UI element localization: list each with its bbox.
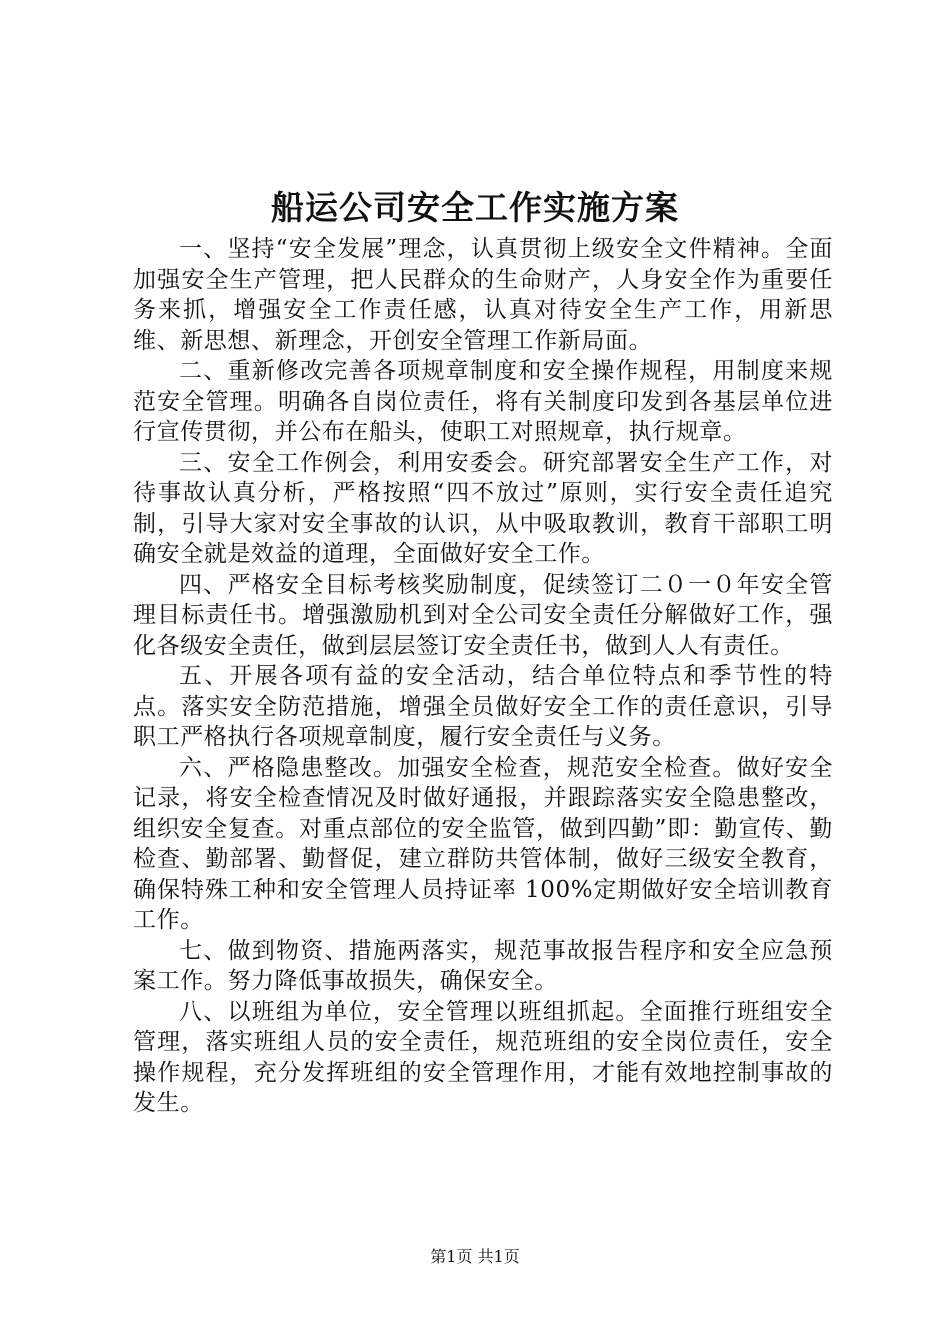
paragraph-2: 二、重新修改完善各项规章制度和安全操作规程，用制度来规范安全管理。明确各自岗位责任，将有关制度印发到各基层单位进行宣传贯彻，并公布在船头，使职工对照规章，执行规章。 (133, 358, 833, 445)
paragraph-3: 三、安全工作例会，利用安委会。研究部署安全生产工作，对待事故认真分析，严格按照“四不放过”原则，实行安全责任追究制，引导大家对安全事故的认识，从中吸取教训，教育干部职工明确安全就是效益的道理，全面做好安全工作。 (133, 449, 833, 567)
page-footer: 第1页 共1页 (430, 1247, 520, 1266)
paragraph-1: 一、坚持“安全发展”理念，认真贯彻上级安全文件精神。全面加强安全生产管理，把人民群众的生命财产，人身安全作为重要任务来抓，增强安全工作责任感，认真对待安全生产工作，用新思维、新思想、新理念，开创安全管理工作新局面。 (133, 236, 833, 354)
paragraph-7: 七、做到物资、措施两落实，规范事故报告程序和安全应急预案工作。努力降低事故损失，确保安全。 (133, 937, 833, 994)
paragraph-5: 五、开展各项有益的安全活动，结合单位特点和季节性的特点。落实安全防范措施，增强全员做好安全工作的责任意识，引导职工严格执行各项规章制度，履行安全责任与义务。 (133, 663, 833, 750)
document-title: 船运公司安全工作实施方案 (271, 188, 679, 227)
paragraph-8: 八、以班组为单位，安全管理以班组抓起。全面推行班组安全管理，落实班组人员的安全责任，规范班组的安全岗位责任，安全操作规程，充分发挥班组的安全管理作用，才能有效地控制事故的发生。 (133, 998, 833, 1116)
document-body (133, 234, 833, 1119)
paragraph-4: 四、严格安全目标考核奖励制度，促续签订二０一０年安全管理目标责任书。增强激励机到对全公司安全责任分解做好工作，强化各级安全责任，做到层层签订安全责任书，做到人人有责任。 (133, 571, 833, 659)
paragraph-6: 六、严格隐患整改。加强安全检查，规范安全检查。做好安全记录，将安全检查情况及时做好通报，并跟踪落实安全隐患整改，组织安全复查。对重点部位的安全监管，做到四勤”即：勤宣传、勤检查、勤部署、勤督促，建立群防共管体制，做好三级安全教育，确保特殊工种和安全管理人员持证率 100%定期做好安全培训教育工作。 (133, 754, 833, 933)
